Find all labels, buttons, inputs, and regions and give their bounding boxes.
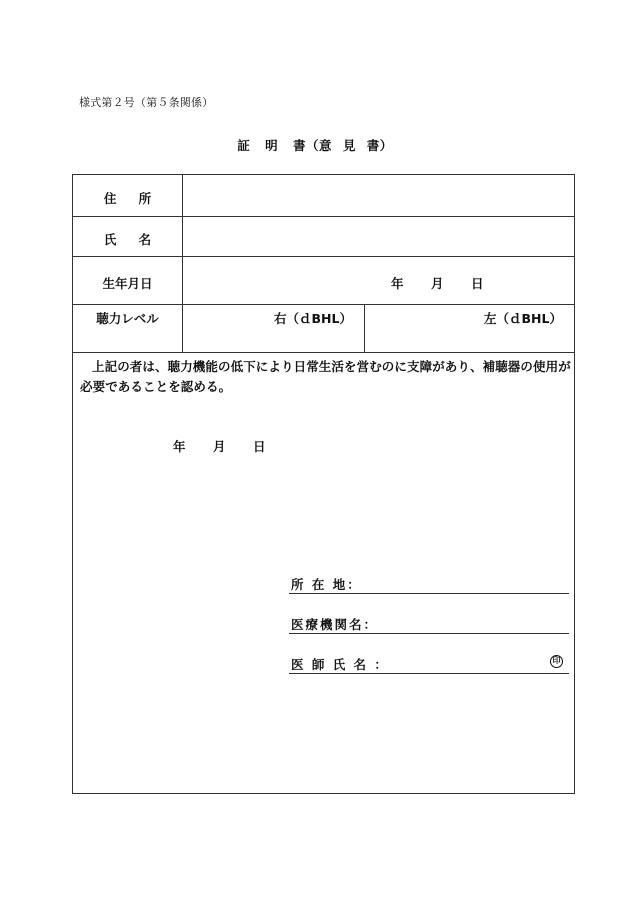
address-field[interactable] (183, 175, 574, 216)
birth-day-unit: 日 (471, 276, 484, 291)
birth-date-row (73, 257, 574, 305)
birth-label-cell (73, 257, 183, 304)
name-label-cell (73, 217, 183, 256)
hearing-right-label: 右（ｄBHL） (274, 311, 352, 326)
seal-icon: 印 (550, 655, 563, 668)
name-field[interactable] (183, 217, 574, 256)
issue-date[interactable] (173, 437, 373, 457)
birth-date-field[interactable] (183, 257, 574, 304)
hearing-right-field[interactable] (183, 305, 365, 352)
certification-statement: 上記の者は、聴力機能の低下により日常生活を営むのに支障があり、補聴器の使用が必要であることを認める。 (80, 359, 571, 394)
doctor-name-label: 医 師 氏 名 ： (291, 657, 389, 672)
location-label: 所 在 地： (291, 577, 362, 592)
birth-date-label: 生年月日 (102, 276, 153, 291)
location-line[interactable] (289, 575, 569, 594)
hearing-level-label: 聴力レベル (96, 311, 159, 326)
hearing-left-field[interactable] (365, 305, 574, 352)
address-label-cell (73, 175, 183, 216)
name-row (73, 217, 574, 257)
address-row (73, 175, 574, 217)
document-title-sub: （意 見 書） (306, 138, 393, 153)
birth-year-unit: 年 (391, 276, 404, 291)
hearing-label-cell (73, 305, 183, 352)
issue-day-unit: 日 (253, 439, 266, 454)
doctor-name-line[interactable] (289, 655, 569, 674)
certificate-form (72, 174, 575, 794)
institution-label: 医療機関名： (291, 617, 379, 632)
institution-line[interactable] (289, 615, 569, 634)
birth-month-unit: 月 (431, 276, 444, 291)
issue-year-unit: 年 (173, 439, 186, 454)
name-label: 氏 名 (103, 232, 152, 247)
issue-month-unit: 月 (213, 439, 226, 454)
hearing-level-row (73, 305, 574, 353)
address-label: 住 所 (103, 191, 152, 206)
document-title-main: 証 明 書 (237, 138, 306, 153)
form-number: 様式第２号（第５条関係） (79, 96, 214, 109)
hearing-left-label: 左（ｄBHL） (484, 311, 562, 326)
document-title (0, 136, 630, 154)
